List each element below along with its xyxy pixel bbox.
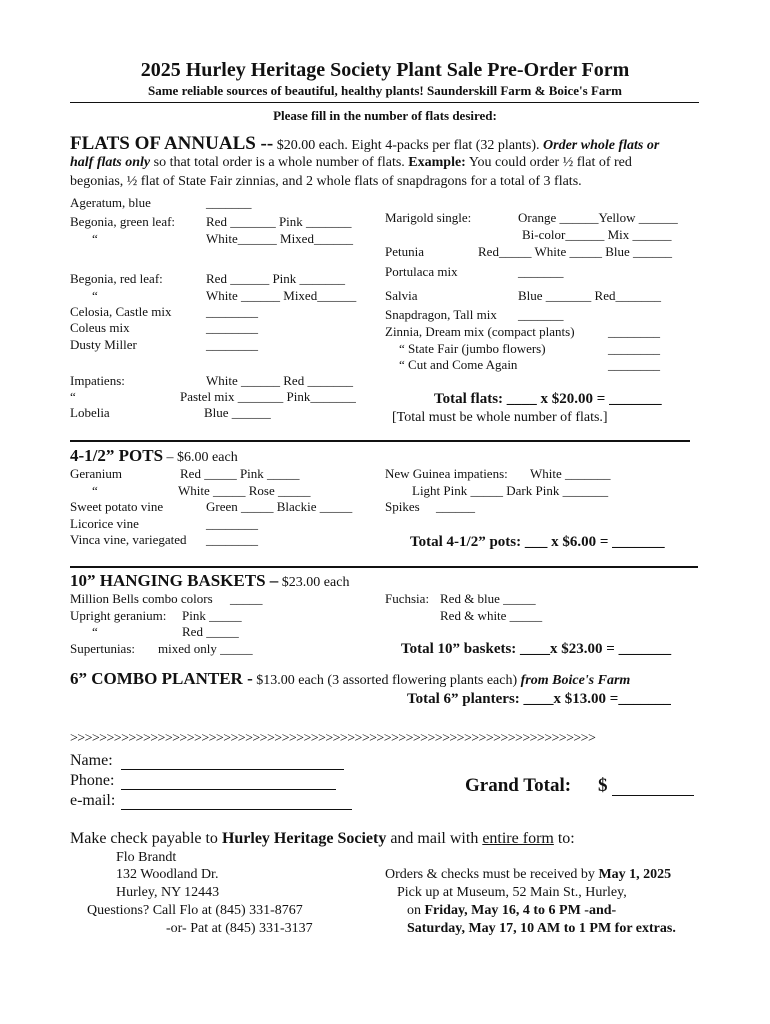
annual-item-label: “ Cut and Come Again [399, 357, 518, 372]
phone-field[interactable] [121, 789, 336, 790]
section-rule [70, 440, 690, 442]
annual-item-entry[interactable]: Red _______ Pink _______ [206, 214, 352, 229]
annuals-heading: FLATS OF ANNUALS -- [70, 133, 274, 154]
annual-item-entry[interactable]: ________ [206, 320, 258, 335]
basket-item-label: Upright geranium: [70, 608, 167, 623]
basket-item-entry[interactable]: Red & blue _____ [440, 591, 536, 606]
pot-item-entry[interactable]: White _____ Rose _____ [178, 483, 311, 498]
pot-item-label: Vinca vine, variegated [70, 532, 187, 547]
page-title: 2025 Hurley Heritage Society Plant Sale Pre-Order Form [140, 59, 630, 81]
deadline-line [385, 867, 671, 883]
annual-item-entry[interactable]: ________ [206, 337, 258, 352]
combo-heading-line [70, 669, 630, 689]
half-flats-text: half flats only [70, 155, 151, 170]
annual-item-entry[interactable]: White ______ Mixed______ [206, 288, 357, 303]
pickup-location: Pick up at Museum, 52 Main St., Hurley, [397, 885, 627, 900]
annuals-intro-line2 [70, 155, 632, 171]
annual-item-entry[interactable]: Red ______ Pink _______ [206, 271, 346, 286]
basket-item-label: Million Bells combo colors [70, 591, 213, 606]
fill-instruction: Please fill in the number of flats desired: [273, 108, 497, 123]
pot-item-label: Geranium [70, 466, 122, 481]
basket-item-label: Supertunias: [70, 641, 135, 656]
basket-item-entry[interactable]: Red & white _____ [440, 608, 543, 623]
annual-item-label: Impatiens: [70, 373, 125, 388]
annual-item-label: Salvia [385, 288, 418, 303]
baskets-heading-line [70, 571, 349, 591]
combo-heading: 6” COMBO PLANTER - [70, 669, 253, 688]
pot-item-entry[interactable]: ______ [436, 499, 475, 514]
pot-item-entry[interactable]: Red _____ Pink _____ [180, 466, 300, 481]
annual-item-label: Marigold single: [385, 210, 472, 225]
annual-item-label: Portulaca mix [385, 264, 458, 279]
basket-item-entry[interactable]: Red _____ [182, 624, 239, 639]
phone-label: Phone: [70, 772, 115, 789]
annual-item-entry[interactable]: Red_____ White _____ Blue ______ [478, 244, 673, 259]
questions-line-2: -or- Pat at (845) 331-3137 [166, 921, 313, 936]
annual-item-entry[interactable]: ________ [206, 304, 258, 319]
basket-item-label: Fuchsia: [385, 591, 430, 606]
ditto-mark: “ [92, 483, 98, 498]
combo-source: from Boice's Farm [520, 673, 631, 688]
annual-item-entry[interactable]: Bi-color______ Mix ______ [522, 227, 672, 242]
pot-item-entry[interactable]: ________ [206, 516, 258, 531]
annual-item-label: Lobelia [70, 405, 110, 420]
pot-item-label: Sweet potato vine [70, 499, 164, 514]
annual-item-label: Petunia [385, 244, 424, 259]
baskets-heading: 10” HANGING BASKETS – [70, 571, 279, 590]
annual-item-entry[interactable]: Pastel mix _______ Pink_______ [180, 389, 356, 404]
pots-heading: 4-1/2” POTS [70, 446, 164, 465]
page-subtitle: Same reliable sources of beautiful, healthy plants! Saunderskill Farm & Boice's Farm [147, 83, 622, 98]
ditto-mark: “ [92, 624, 98, 639]
ditto-mark: “ [92, 288, 98, 303]
annual-item-label: Dusty Miller [70, 337, 137, 352]
annual-item-entry[interactable]: _______ [518, 307, 564, 322]
payment-prefix: Make check payable to [70, 830, 222, 847]
header-rule [70, 102, 699, 103]
annuals-note-text: so that total order is a whole number of flats. [150, 155, 409, 170]
deadline-prefix: Orders & checks must be received by [385, 867, 599, 882]
pot-item-label: Spikes [385, 499, 420, 514]
annual-item-label: Coleus mix [70, 320, 130, 335]
annual-item-entry[interactable]: ________ [608, 341, 660, 356]
basket-item-entry[interactable]: Pink _____ [182, 608, 242, 623]
address-line: Hurley, NY 12443 [116, 885, 220, 900]
total-flats[interactable]: Total flats: ____ x $20.00 = _______ [434, 391, 662, 407]
annual-item-label: Begonia, red leaf: [70, 271, 163, 286]
grand-total-label: Grand Total: [465, 775, 572, 796]
total-pots[interactable]: Total 4-1/2” pots: ___ x $6.00 = _______ [410, 534, 665, 550]
questions-line: Questions? Call Flo at (845) 331-8767 [87, 903, 303, 918]
basket-item-entry[interactable]: _____ [230, 591, 263, 606]
annual-item-label: Snapdragon, Tall mix [385, 307, 497, 322]
annuals-intro-line1 [70, 133, 659, 155]
pot-item-entry[interactable]: Light Pink _____ Dark Pink _______ [412, 483, 609, 498]
pot-item-label: Licorice vine [70, 516, 139, 531]
address-line: Flo Brandt [116, 850, 177, 865]
pot-item-label: New Guinea impatiens: [385, 466, 508, 481]
example-label: Example: [408, 155, 466, 170]
payment-suffix: to: [553, 830, 575, 847]
name-label: Name: [70, 752, 113, 769]
pots-heading-line [70, 446, 238, 466]
annual-item-entry[interactable]: _______ [518, 264, 564, 279]
annuals-order-note: Order whole flats or [543, 138, 660, 153]
annual-item-entry[interactable]: ________ [608, 357, 660, 372]
basket-item-entry[interactable]: mixed only _____ [158, 641, 253, 656]
payment-middle: and mail with [386, 830, 483, 847]
annual-item-label: Zinnia, Dream mix (compact plants) [385, 324, 575, 339]
payee: Hurley Heritage Society [221, 830, 387, 847]
annuals-price: $20.00 each. Eight 4-packs per flat (32 plants). [276, 138, 540, 153]
email-field[interactable] [121, 809, 352, 810]
payment-line [70, 830, 575, 848]
pickup-day1-line [407, 903, 616, 919]
pot-item-entry[interactable]: Green _____ Blackie _____ [206, 499, 353, 514]
address-line: 132 Woodland Dr. [116, 867, 219, 882]
annual-item-entry[interactable]: ________ [608, 324, 660, 339]
annual-item-label: Begonia, green leaf: [70, 214, 176, 229]
combo-price: $13.00 each [256, 673, 324, 688]
grand-total-field[interactable] [612, 795, 694, 796]
annual-item-entry[interactable]: Orange ______Yellow ______ [518, 210, 678, 225]
total-planters[interactable]: Total 6” planters: ____x $13.00 =_______ [407, 691, 671, 707]
baskets-price: $23.00 each [281, 575, 350, 590]
dollar-sign: $ [598, 775, 608, 796]
pickup-day1: Friday, May 16, 4 to 6 PM -and- [424, 903, 617, 918]
section-rule [70, 566, 698, 568]
pickup-day2: Saturday, May 17, 10 AM to 1 PM for extras. [407, 921, 676, 936]
annual-item-entry[interactable]: _______ [206, 195, 252, 210]
annual-item-entry[interactable]: White ______ Red _______ [206, 373, 353, 388]
annual-item-entry[interactable]: White______ Mixed______ [206, 231, 353, 246]
email-label: e-mail: [70, 792, 116, 809]
annual-item-entry[interactable]: Blue _______ Red_______ [518, 288, 661, 303]
combo-desc: (3 assorted flowering plants each) [327, 673, 518, 688]
separator-arrows: >>>>>>>>>>>>>>>>>>>>>>>>>>>>>>>>>>>>>>>>>>>>>>>>>>>>>>>>>>>>>>>>>>>>>>>> [70, 731, 596, 746]
annual-item-label: Celosia, Castle mix [70, 304, 172, 319]
annual-item-entry[interactable]: Blue ______ [204, 405, 271, 420]
entire-form-text: entire form [482, 830, 554, 847]
ditto-mark: “ [92, 231, 98, 246]
annuals-intro-line3: begonias, ½ flat of State Fair zinnias, and 2 whole flats of snapdragons for a total of 3 flats. [70, 174, 582, 189]
ditto-mark: “ [70, 389, 76, 404]
name-field[interactable] [121, 769, 344, 770]
deadline-date: May 1, 2025 [598, 867, 672, 882]
pickup-on: on [407, 903, 425, 918]
pot-item-entry[interactable]: ________ [206, 532, 258, 547]
pot-item-entry[interactable]: White _______ [530, 466, 611, 481]
total-baskets[interactable]: Total 10” baskets: ____x $23.00 = _______ [401, 641, 672, 657]
example-text: You could order ½ flat of red [465, 155, 632, 170]
total-flats-note: [Total must be whole number of flats.] [392, 410, 608, 425]
annual-item-label: “ State Fair (jumbo flowers) [399, 341, 546, 356]
pots-price: – $6.00 each [166, 450, 238, 465]
annual-item-label: Ageratum, blue [70, 195, 151, 210]
